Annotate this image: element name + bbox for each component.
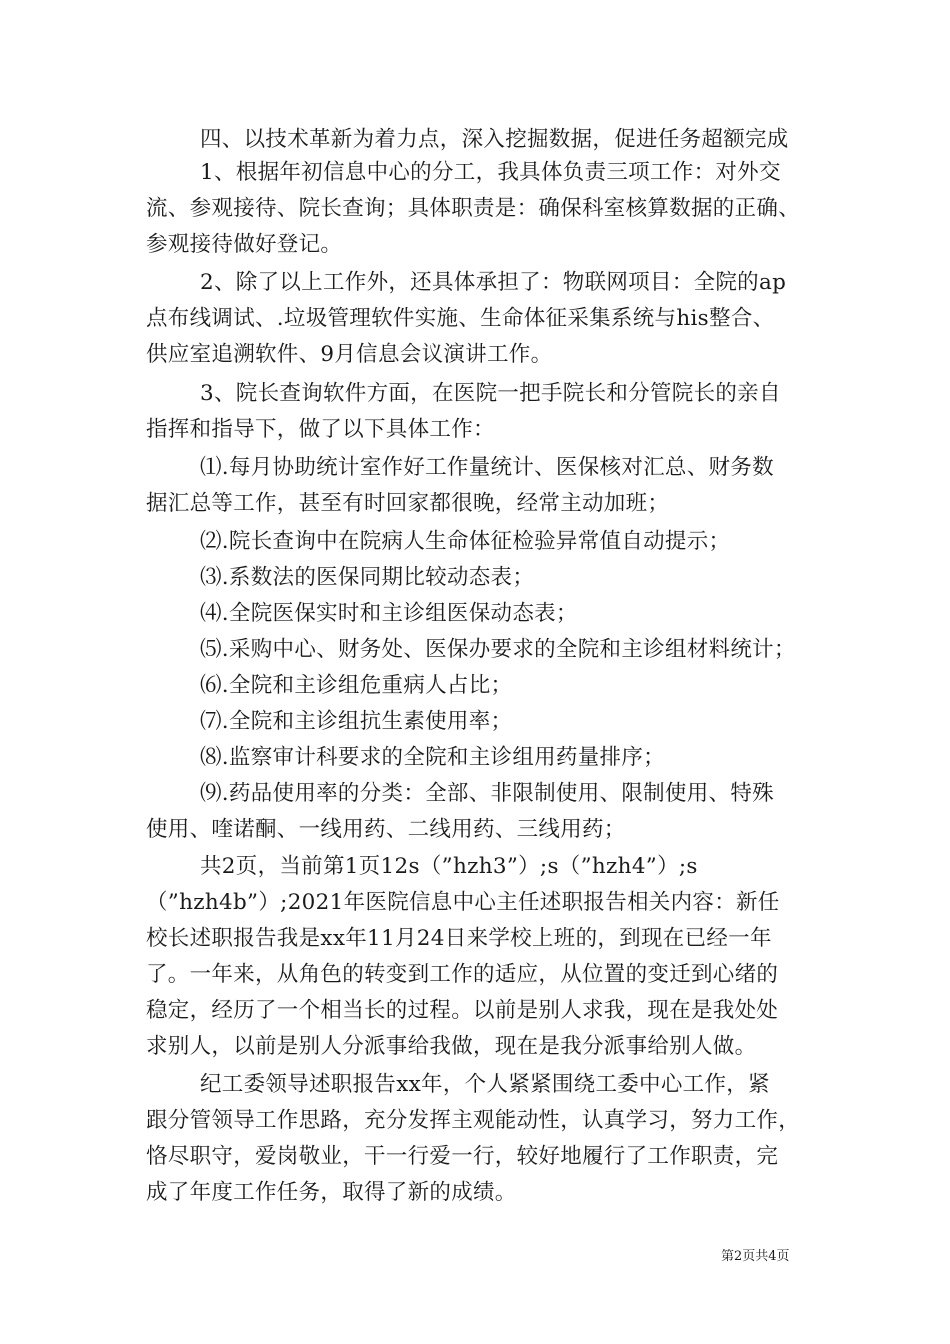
text-line: 参观接待做好登记。	[146, 232, 343, 257]
text-line: ⑻.监察审计科要求的全院和主诊组用药量排序；	[200, 745, 665, 770]
text-line: ⑴.每月协助统计室作好工作量统计、医保核对汇总、财务数	[200, 455, 774, 480]
text-line: ⑷.全院医保实时和主诊组医保动态表；	[200, 601, 578, 626]
text-line: 3、院长查询软件方面，在医院一把手院长和分管院长的亲自	[200, 381, 781, 406]
text-line: ⑺.全院和主诊组抗生素使用率；	[200, 709, 513, 734]
text-line: 成了年度工作任务，取得了新的成绩。	[146, 1180, 517, 1205]
text-line: 了。一年来，从角色的转变到工作的适应，从位置的变迁到心绪的	[146, 962, 779, 987]
text-line: 稳定，经历了一个相当长的过程。以前是别人求我，现在是我处处	[146, 998, 779, 1023]
page-number: 第2页共4页	[721, 1249, 790, 1264]
text-line: 1、根据年初信息中心的分工，我具体负责三项工作：对外交	[200, 160, 781, 185]
text-line: ⑼.药品使用率的分类：全部、非限制使用、限制使用、特殊	[200, 781, 774, 806]
text-line: （”hzh4b”）;2021年医院信息中心主任述职报告相关内容：新任	[146, 890, 780, 915]
text-line: ⑶.系数法的医保同期比较动态表；	[200, 565, 535, 590]
text-line: 据汇总等工作，甚至有时回家都很晚，经常主动加班；	[146, 491, 670, 516]
text-line: 四、以技术革新为着力点，深入挖掘数据，促进任务超额完成	[200, 127, 789, 152]
text-line: 求别人，以前是别人分派事给我做，现在是我分派事给别人做。	[146, 1034, 757, 1059]
text-line: 2、除了以上工作外，还具体承担了：物联网项目：全院的ap	[200, 270, 787, 295]
text-line: 点布线调试、.垃圾管理软件实施、生命体征采集系统与his整合、	[146, 306, 775, 331]
text-line: 供应室追溯软件、9月信息会议演讲工作。	[146, 342, 553, 367]
text-line: 纪工委领导述职报告xx年，个人紧紧围绕工委中心工作，紧	[200, 1072, 770, 1097]
text-line: 使用、喹诺酮、一线用药、二线用药、三线用药；	[146, 817, 626, 842]
text-line: 指挥和指导下，做了以下具体工作：	[146, 417, 495, 442]
text-line: 校长述职报告我是xx年11月24日来学校上班的，到现在已经一年	[146, 926, 772, 951]
text-line: ⑵.院长查询中在院病人生命体征检验异常值自动提示；	[200, 529, 731, 554]
text-line: 流、参观接待、院长查询；具体职责是：确保科室核算数据的正确、	[146, 196, 801, 221]
text-line: ⑹.全院和主诊组危重病人占比；	[200, 673, 513, 698]
text-line: 恪尽职守，爱岗敬业，干一行爱一行，较好地履行了工作职责，完	[146, 1144, 779, 1169]
text-line: 共2页，当前第1页12s（”hzh3”）;s（”hzh4”）;s	[200, 854, 698, 879]
text-line: ⑸.采购中心、财务处、医保办要求的全院和主诊组材料统计；	[200, 637, 796, 662]
text-line: 跟分管领导工作思路，充分发挥主观能动性，认真学习，努力工作，	[146, 1108, 801, 1133]
